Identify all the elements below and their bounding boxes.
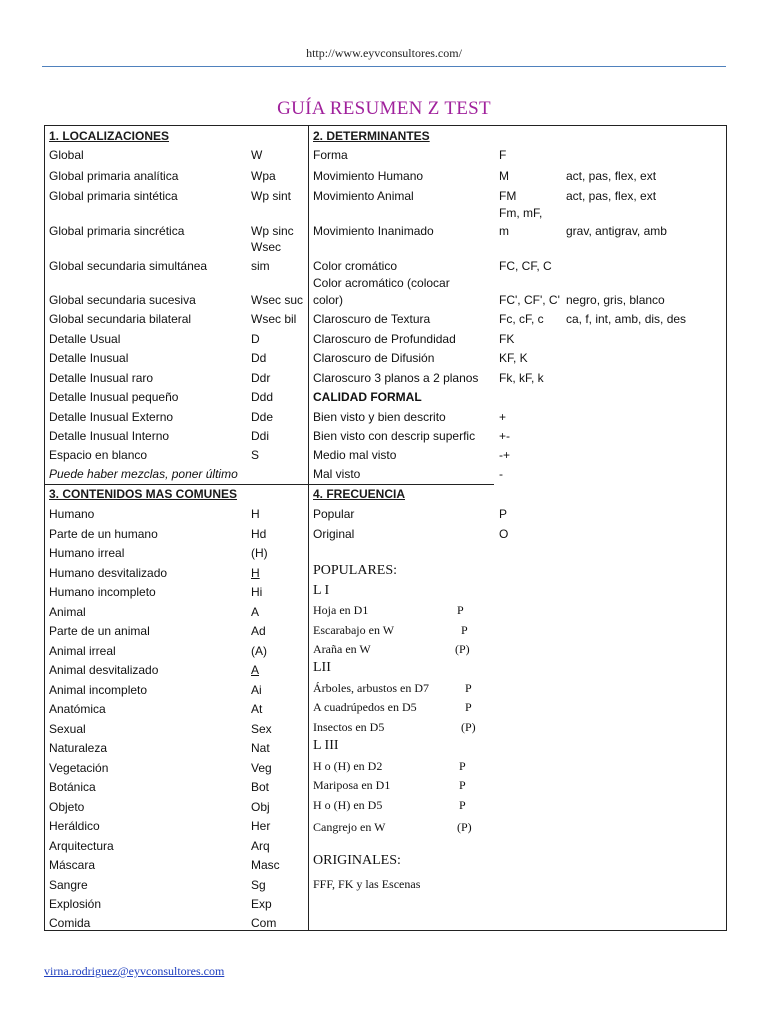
det-detail: grav, antigrav, amb	[566, 224, 667, 238]
loc-code: Wsec bil	[251, 312, 297, 326]
loc-code: D	[251, 332, 260, 346]
calidad-name: Bien visto y bien descrito	[313, 410, 446, 424]
column-divider	[308, 126, 309, 930]
det-code: m	[499, 224, 509, 238]
det-name-top: Color acromático (colocar	[313, 276, 450, 290]
frecuencia-header: 4. FRECUENCIA	[313, 487, 406, 501]
loc-code: Wsec	[251, 240, 281, 254]
cont-code: (H)	[251, 546, 268, 560]
calidad-name: Bien visto con descrip superfic	[313, 429, 476, 443]
loc-code: Ddr	[251, 371, 271, 385]
cont-code: A	[251, 605, 260, 619]
frec-name: Original	[313, 527, 355, 541]
det-name: color)	[313, 293, 344, 307]
det-code: KF, K	[499, 351, 528, 365]
det-name: Color cromático	[313, 259, 398, 273]
cont-code: Nat	[251, 741, 270, 755]
cont-name: Animal irreal	[49, 644, 116, 658]
det-detail: act, pas, flex, ext	[566, 189, 657, 203]
cont-code: (A)	[251, 644, 267, 658]
cont-code: Com	[251, 916, 277, 930]
cont-name: Humano	[49, 507, 95, 521]
calidad-code: +	[499, 410, 507, 424]
loc-name: Global primaria sintética	[49, 189, 178, 203]
det-code-top: Fm, mF,	[499, 206, 543, 220]
populares-header: POPULARES:	[313, 563, 398, 578]
page-title: GUÍA RESUMEN Z TEST	[277, 98, 491, 119]
cont-code: Sex	[251, 722, 272, 736]
loc-code: Ddd	[251, 390, 274, 404]
cont-code: Sg	[251, 878, 266, 892]
loc-name: Detalle Inusual Externo	[49, 410, 174, 424]
det-name: Claroscuro de Difusión	[313, 351, 435, 365]
cont-name: Explosión	[49, 897, 102, 911]
loc-code: S	[251, 448, 260, 462]
det-name: Claroscuro 3 planos a 2 planos	[313, 371, 479, 385]
popular-code: P	[459, 798, 466, 812]
det-code: FC', CF', C'	[499, 293, 560, 307]
det-detail: ca, f, int, amb, dis, des	[566, 312, 687, 326]
loc-name: Detalle Inusual raro	[49, 371, 154, 385]
header-rule	[42, 66, 726, 67]
cont-code: Hi	[251, 585, 263, 599]
det-name: Movimiento Animal	[313, 189, 414, 203]
page-url: http://www.eyvconsultores.com/	[306, 46, 462, 60]
contact-email-link[interactable]: virna.rodriguez@eyvconsultores.com	[44, 964, 225, 978]
loc-name: Detalle Inusual Interno	[49, 429, 170, 443]
popular-code: (P)	[455, 642, 470, 656]
localizaciones-header: 1. LOCALIZACIONES	[49, 129, 170, 143]
summary-table	[44, 125, 727, 931]
cont-code: Her	[251, 819, 271, 833]
popular-item: Cangrejo en W	[313, 820, 386, 834]
popular-item: Insectos en D5	[313, 720, 385, 734]
cont-name: Comida	[49, 916, 91, 930]
loc-code: Wp sint	[251, 189, 292, 203]
frec-name: Popular	[313, 507, 355, 521]
cont-name: Sexual	[49, 722, 86, 736]
popular-item: Árboles, arbustos en D7	[313, 681, 429, 695]
cont-code: Arq	[251, 839, 270, 853]
lamina-label: L I	[313, 583, 330, 598]
det-name: Movimiento Inanimado	[313, 224, 434, 238]
popular-code: P	[459, 759, 466, 773]
loc-code: Dde	[251, 410, 274, 424]
loc-name: Global secundaria bilateral	[49, 312, 192, 326]
popular-code: P	[461, 623, 468, 637]
popular-code: P	[457, 603, 464, 617]
popular-code: P	[459, 778, 466, 792]
loc-name: Global primaria analítica	[49, 169, 179, 183]
det-name: Claroscuro de Profundidad	[313, 332, 456, 346]
cont-code: Exp	[251, 897, 272, 911]
cont-name: Objeto	[49, 800, 85, 814]
cont-name: Animal incompleto	[49, 683, 148, 697]
cont-name: Animal	[49, 605, 86, 619]
cont-name: Naturaleza	[49, 741, 108, 755]
cont-code: Hd	[251, 527, 267, 541]
loc-name: Detalle Inusual pequeño	[49, 390, 179, 404]
popular-item: Escarabajo en W	[313, 623, 395, 637]
loc-note: Puede haber mezclas, poner último	[49, 467, 238, 481]
cont-name: Parte de un humano	[49, 527, 158, 541]
loc-code-cont: sim	[251, 259, 270, 273]
cont-code: H	[251, 507, 260, 521]
det-code: M	[499, 169, 509, 183]
det-code: FK	[499, 332, 515, 346]
frec-code: O	[499, 527, 509, 541]
popular-item: H o (H) en D2	[313, 759, 383, 773]
calidad-code: -	[499, 467, 503, 481]
cont-name: Botánica	[49, 780, 96, 794]
det-code: Fc, cF, c	[499, 312, 544, 326]
cont-code: A	[251, 663, 260, 677]
originales-text: FFF, FK y las Escenas	[313, 877, 421, 891]
cont-code: Bot	[251, 780, 270, 794]
cont-name: Máscara	[49, 858, 96, 872]
cont-code: H	[251, 566, 260, 580]
loc-name: Detalle Inusual	[49, 351, 129, 365]
cont-code: Ai	[251, 683, 262, 697]
row-divider	[45, 484, 494, 485]
cont-name: Sangre	[49, 878, 88, 892]
popular-item: H o (H) en D5	[313, 798, 383, 812]
cont-name: Arquitectura	[49, 839, 114, 853]
calidad-code: -+	[499, 448, 511, 462]
cont-code: At	[251, 702, 263, 716]
popular-item: A cuadrúpedos en D5	[313, 700, 417, 714]
det-code: Fk, kF, k	[499, 371, 544, 385]
det-detail: act, pas, flex, ext	[566, 169, 657, 183]
popular-item: Hoja en D1	[313, 603, 369, 617]
det-code: F	[499, 148, 507, 162]
originales-header: ORIGINALES:	[313, 853, 401, 868]
cont-name: Animal desvitalizado	[49, 663, 159, 677]
popular-code: (P)	[461, 720, 476, 734]
loc-name: Global secundaria simultánea	[49, 259, 208, 273]
loc-code: Wp sinc	[251, 224, 294, 238]
popular-code: (P)	[457, 820, 472, 834]
cont-code: Veg	[251, 761, 272, 775]
popular-item: Araña en W	[313, 642, 371, 656]
frec-code: P	[499, 507, 508, 521]
loc-code: Ddi	[251, 429, 270, 443]
loc-code: Dd	[251, 351, 267, 365]
cont-name: Humano desvitalizado	[49, 566, 168, 580]
loc-name: Detalle Usual	[49, 332, 121, 346]
loc-name: Global primaria sincrética	[49, 224, 185, 238]
calidad-code: +-	[499, 429, 511, 443]
loc-name: Espacio en blanco	[49, 448, 148, 462]
det-name: Movimiento Humano	[313, 169, 424, 183]
popular-item: Mariposa en D1	[313, 778, 391, 792]
cont-code: Masc	[251, 858, 280, 872]
contenidos-header: 3. CONTENIDOS MAS COMUNES	[49, 487, 238, 501]
popular-code: P	[465, 681, 472, 695]
lamina-label: LII	[313, 660, 331, 675]
det-name: Forma	[313, 148, 348, 162]
loc-code: Wpa	[251, 169, 276, 183]
popular-code: P	[465, 700, 472, 714]
cont-code: Ad	[251, 624, 266, 638]
determinantes-header: 2. DETERMINANTES	[313, 129, 430, 143]
cont-name: Heráldico	[49, 819, 100, 833]
calidad-name: Medio mal visto	[313, 448, 397, 462]
cont-name: Vegetación	[49, 761, 109, 775]
cont-name: Humano irreal	[49, 546, 125, 560]
cont-name: Parte de un animal	[49, 624, 150, 638]
loc-code: W	[251, 148, 263, 162]
cont-code: Obj	[251, 800, 270, 814]
loc-name: Global	[49, 148, 84, 162]
calidad-formal-header: CALIDAD FORMAL	[313, 390, 422, 404]
cont-name: Anatómica	[49, 702, 106, 716]
det-detail: negro, gris, blanco	[566, 293, 665, 307]
cont-name: Humano incompleto	[49, 585, 156, 599]
calidad-name: Mal visto	[313, 467, 361, 481]
det-code: FM	[499, 189, 517, 203]
loc-code: Wsec suc	[251, 293, 304, 307]
det-code: FC, CF, C	[499, 259, 552, 273]
lamina-label: L III	[313, 738, 339, 753]
det-name: Claroscuro de Textura	[313, 312, 431, 326]
loc-name: Global secundaria sucesiva	[49, 293, 196, 307]
